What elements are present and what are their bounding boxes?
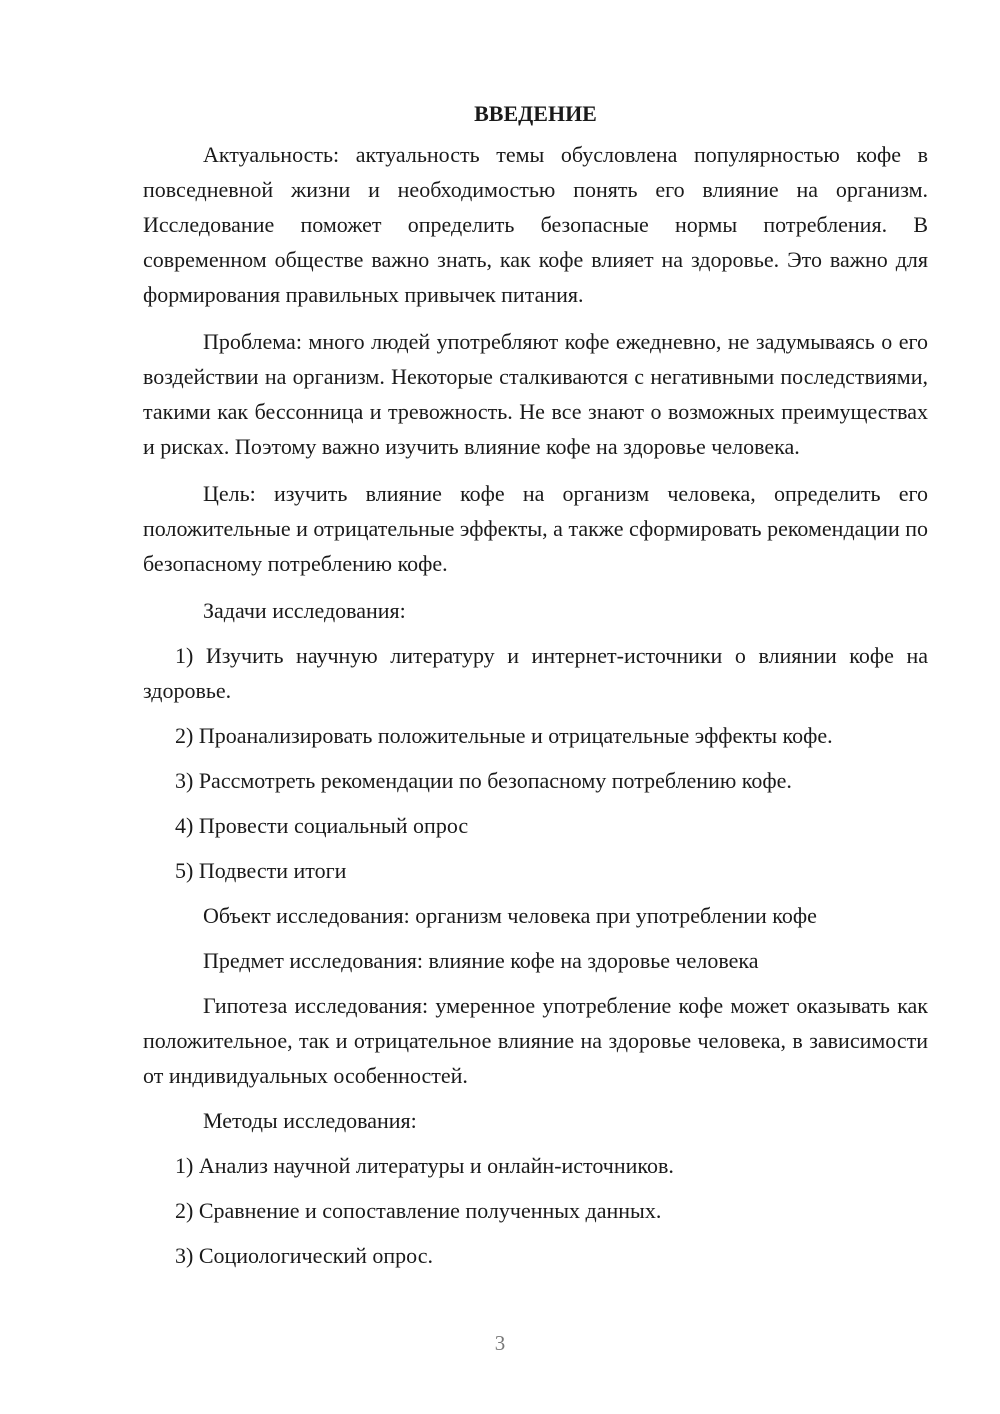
goal-paragraph: Цель: изучить влияние кофе на организм человека, определить его положительные и отрицательные эффекты, а также сформировать рекомендации по безопасному потреблению кофе.	[143, 481, 928, 576]
method-item: 1) Анализ научной литературы и онлайн-источников.	[175, 1153, 674, 1178]
method-item: 2) Сравнение и сопоставление полученных данных.	[175, 1198, 662, 1223]
page-number: 3	[494, 1331, 506, 1355]
research-subject: Предмет исследования: влияние кофе на здоровье человека	[203, 948, 759, 973]
method-item: 3) Социологический опрос.	[175, 1243, 433, 1268]
task-item: 4) Провести социальный опрос	[175, 813, 469, 838]
page-content	[143, 96, 928, 1283]
task-item: 2) Проанализировать положительные и отрицательные эффекты кофе.	[175, 723, 833, 748]
methods-heading: Методы исследования:	[203, 1108, 417, 1133]
task-item: 3) Рассмотреть рекомендации по безопасному потреблению кофе.	[175, 768, 792, 793]
page-title: ВВЕДЕНИЕ	[474, 101, 597, 126]
task-item: 5) Подвести итоги	[175, 858, 347, 883]
research-object: Объект исследования: организм человека при употреблении кофе	[203, 903, 817, 928]
tasks-heading: Задачи исследования:	[203, 598, 406, 623]
task-item: 1) Изучить научную литературу и интернет-источники о влиянии кофе на здоровье.	[143, 643, 928, 703]
relevance-paragraph: Актуальность: актуальность темы обусловлена популярностью кофе в повседневной жизни и необходимостью понять его влияние на организм. Исследование поможет определить безопасные нормы потребления. В современном обществе важно знать, как кофе влияет на здоровье. Это важно для формирования правильных привычек питания.	[143, 142, 928, 307]
hypothesis-paragraph: Гипотеза исследования: умеренное употребление кофе может оказывать как положительное, так и отрицательное влияние на здоровье человека, в зависимости от индивидуальных особенностей.	[143, 993, 928, 1088]
problem-paragraph: Проблема: много людей употребляют кофе ежедневно, не задумываясь о его воздействии на организм. Некоторые сталкиваются с негативными последствиями, такими как бессонница и тревожность. Не все знают о возможных преимуществах и рисках. Поэтому важно изучить влияние кофе на здоровье человека.	[143, 329, 928, 459]
